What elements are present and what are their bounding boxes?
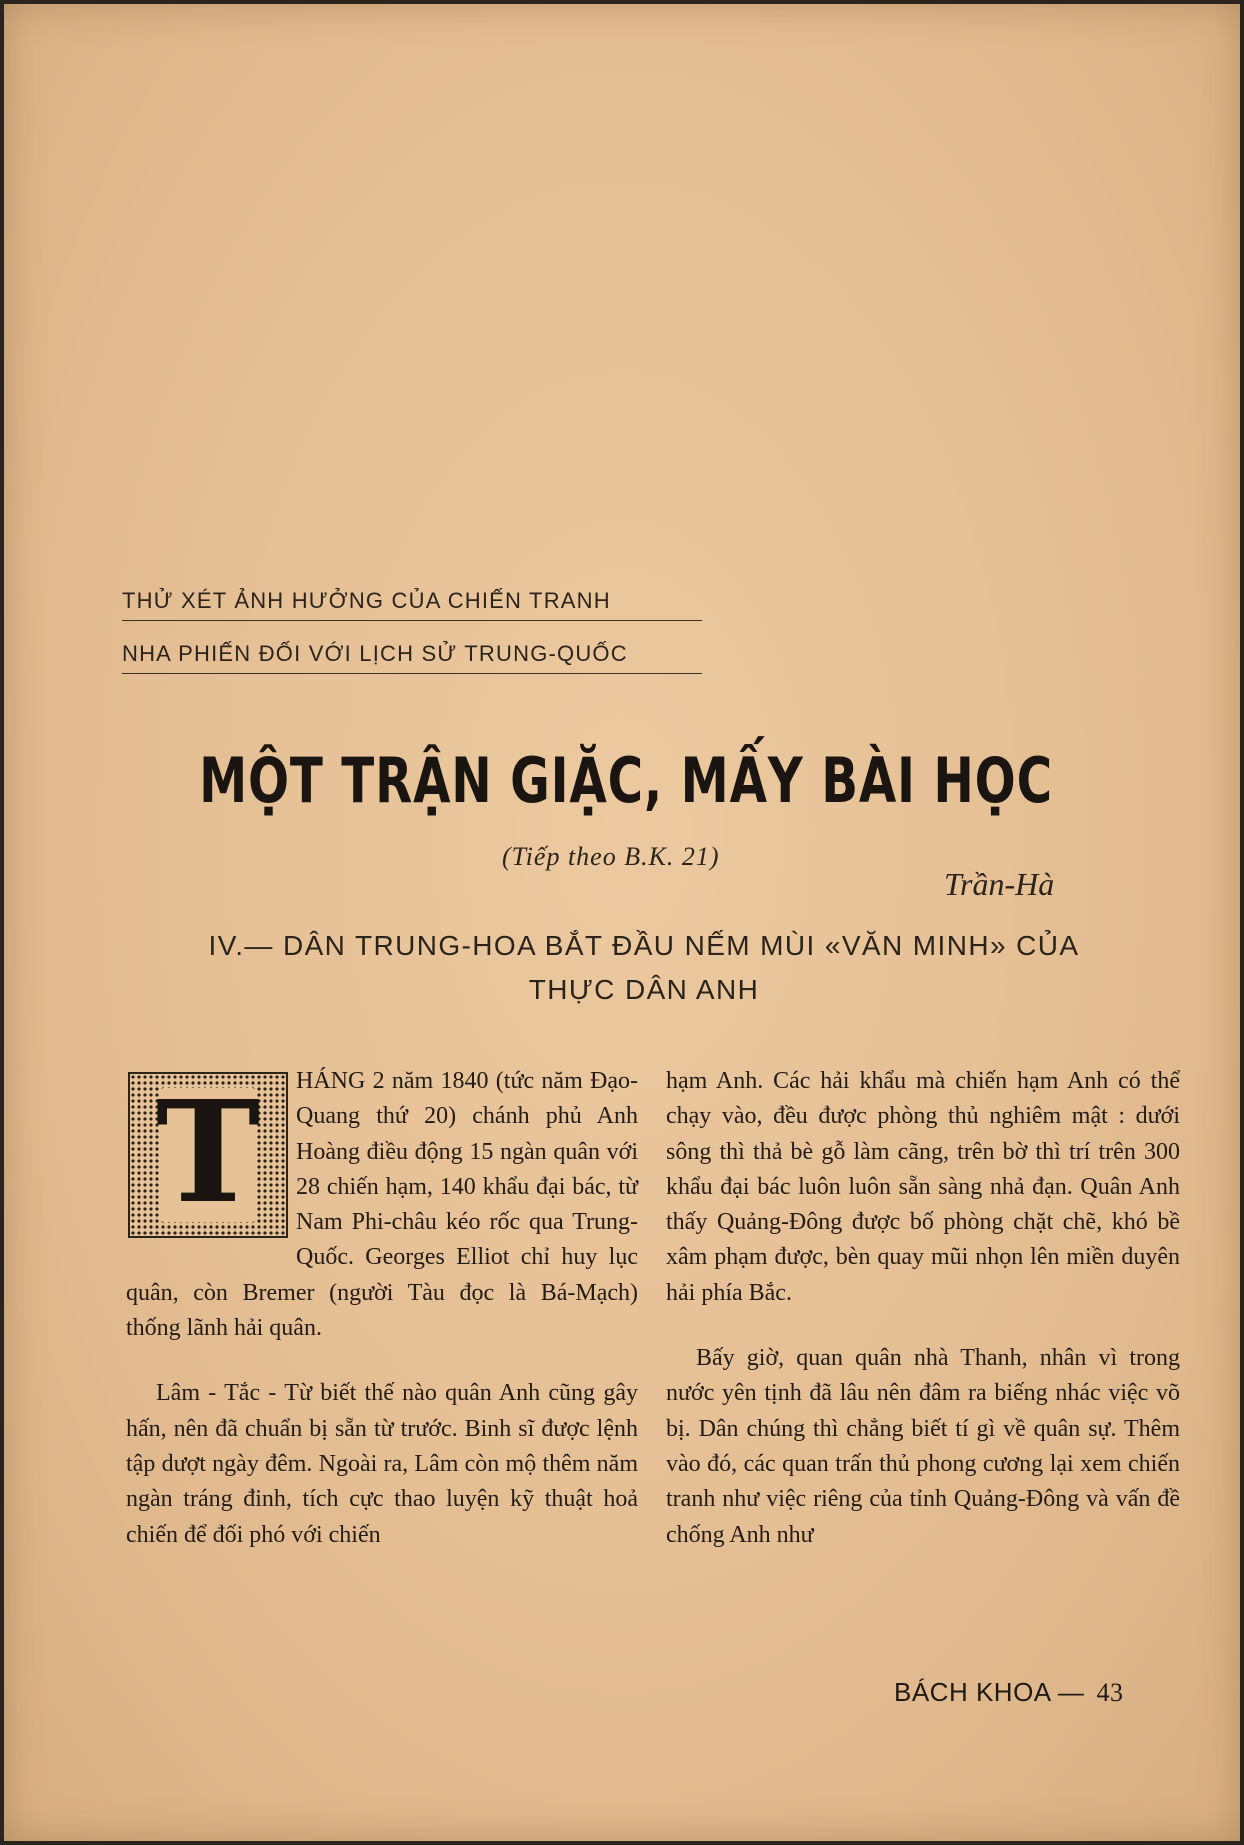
paragraph-3: hạm Anh. Các hải khẩu mà chiến hạm Anh có thể chạy vào, đều được phòng thủ nghiêm mật : dưới sông thì thả bè gỗ làm cãng, trên bờ thì trí trên 300 khẩu đại bác luôn luôn sẵn sàng nhả đạn. Quân Anh thấy Quảng-Đông được bố phòng chặt chẽ, khó bề xâm phạm được, bèn quay mũi nhọn lên miền duyên hải phía Bắc. [666, 1068, 1180, 1306]
kicker-line-1: THỬ XÉT ẢNH HƯỞNG CỦA CHIẾN TRANH [122, 588, 702, 621]
paragraph-2: Lâm - Tắc - Từ biết thế nào quân Anh cũng gây hấn, nên đã chuẩn bị sẵn từ trước. Binh sĩ được lệnh tập dượt ngày đêm. Ngoài ra, Lâm còn mộ thêm năm ngàn tráng đinh, tích cực thao luyện kỹ thuật hoả chiến để đối phó với chiến [126, 1380, 638, 1548]
publication-name: BÁCH KHOA — [894, 1677, 1085, 1707]
article-title: MỘT TRẬN GIẶC, MẤY BÀI HỌC [199, 744, 1053, 817]
right-column [666, 1064, 1180, 1553]
continued-note: (Tiếp theo B.K. 21) [502, 842, 720, 871]
section-heading-line-1: IV.— DÂN TRUNG-HOA BẮT ĐẦU NẾM MÙI «VĂN MINH» CỦA [208, 930, 1080, 961]
section-heading-line-2: THỰC DÂN ANH [528, 974, 760, 1005]
drop-cap-letter: T [155, 1071, 261, 1235]
drop-cap [128, 1072, 288, 1238]
kicker-line-2: NHA PHIẾN ĐỐI VỚI LỊCH SỬ TRUNG-QUỐC [122, 641, 702, 674]
section-heading [154, 924, 1134, 1012]
paragraph-1: HÁNG 2 năm 1840 (tức năm Đạo-Quang thứ 20) chánh phủ Anh Hoàng điều động 15 ngàn quân với 28 chiến hạm, 140 khẩu đại bác, từ Nam Phi-châu kéo rốc qua Trung-Quốc. Georges Elliot chỉ huy lục quân, còn Bremer (người Tàu đọc là Bá-Mạch) thống lãnh hải quân. [126, 1068, 638, 1342]
left-column [126, 1064, 638, 1553]
page-number: 43 [1096, 1678, 1124, 1707]
magazine-page [4, 4, 1240, 1841]
paragraph-4: Bấy giờ, quan quân nhà Thanh, nhân vì trong nước yên tịnh đã lâu nên đâm ra biếng nhác việc võ bị. Dân chúng thì chẳng biết tí gì về quân sự. Thêm vào đó, các quan trấn thủ phong cương lại xem chiến tranh như việc riêng của tỉnh Quảng-Đông và vấn đề chống Anh như [666, 1345, 1180, 1548]
page-footer [894, 1677, 1123, 1708]
author-signature: Trần-Hà [944, 866, 1055, 902]
